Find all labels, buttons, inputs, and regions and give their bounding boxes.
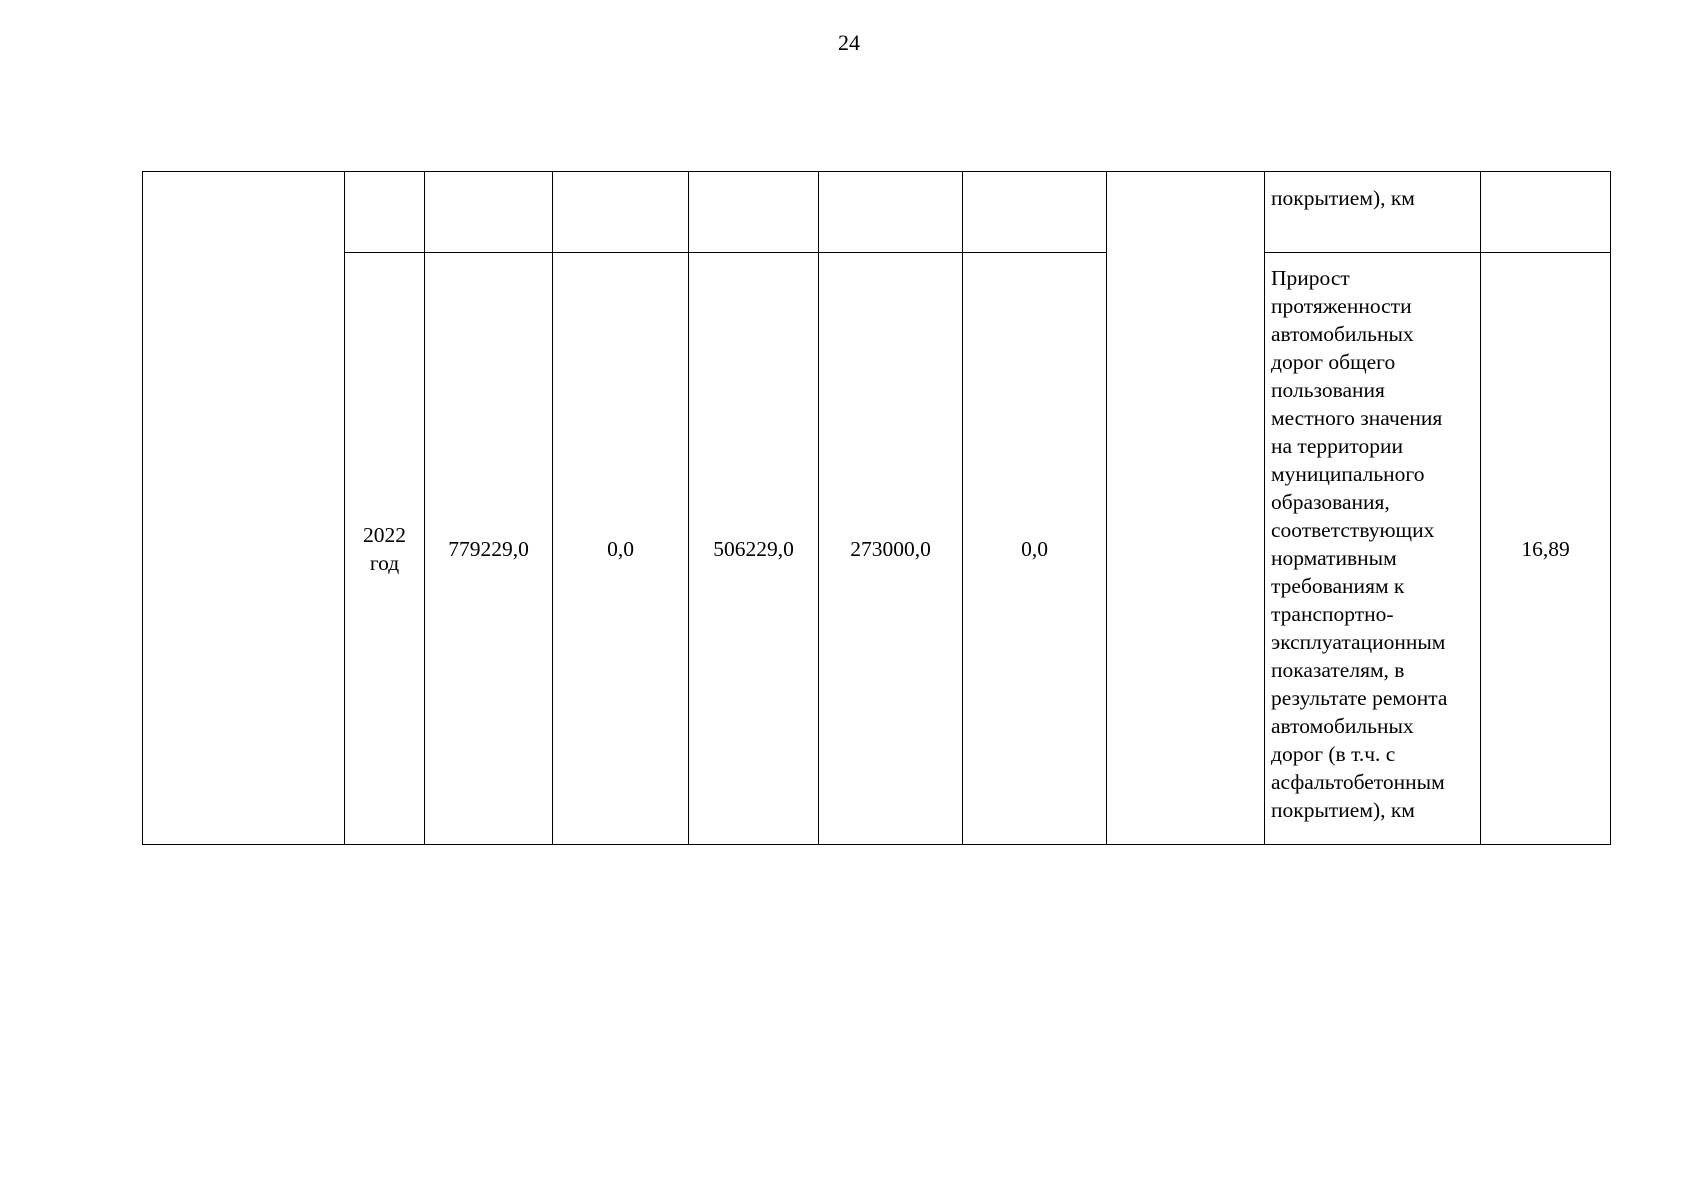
table-cell-empty [689, 172, 819, 253]
other-sources-cell: 0,0 [963, 253, 1107, 845]
table-cell-empty [425, 172, 553, 253]
indicator-value-cell: 16,89 [1481, 253, 1611, 845]
table-cell-empty [963, 172, 1107, 253]
indicator-name-cell: Прирост протяженности автомобильных дорог общего пользования местного значения на территории муниципального образования, соответствующих нормативным требованиям к транспортно- эксплуатационным показателям, в результате ремонта автомобильных дорог (в т.ч. с асфальтобетонным покрытием), км [1265, 253, 1481, 845]
total-funding-cell: 779229,0 [425, 253, 553, 845]
table-cell-empty [553, 172, 689, 253]
table-cell-empty [819, 172, 963, 253]
table-cell-empty [345, 172, 425, 253]
table-row [143, 253, 1611, 845]
federal-budget-cell: 0,0 [553, 253, 689, 845]
local-budget-cell: 273000,0 [819, 253, 963, 845]
page-number: 24 [838, 30, 860, 55]
program-name-cell [143, 172, 345, 845]
table-row [143, 172, 1611, 253]
indicator-name-continued: покрытием), км [1265, 172, 1481, 253]
executor-cell [1107, 172, 1265, 845]
program-funding-table [142, 171, 1611, 845]
regional-budget-cell: 506229,0 [689, 253, 819, 845]
table-cell-empty [1481, 172, 1611, 253]
year-cell: 2022 год [345, 253, 425, 845]
